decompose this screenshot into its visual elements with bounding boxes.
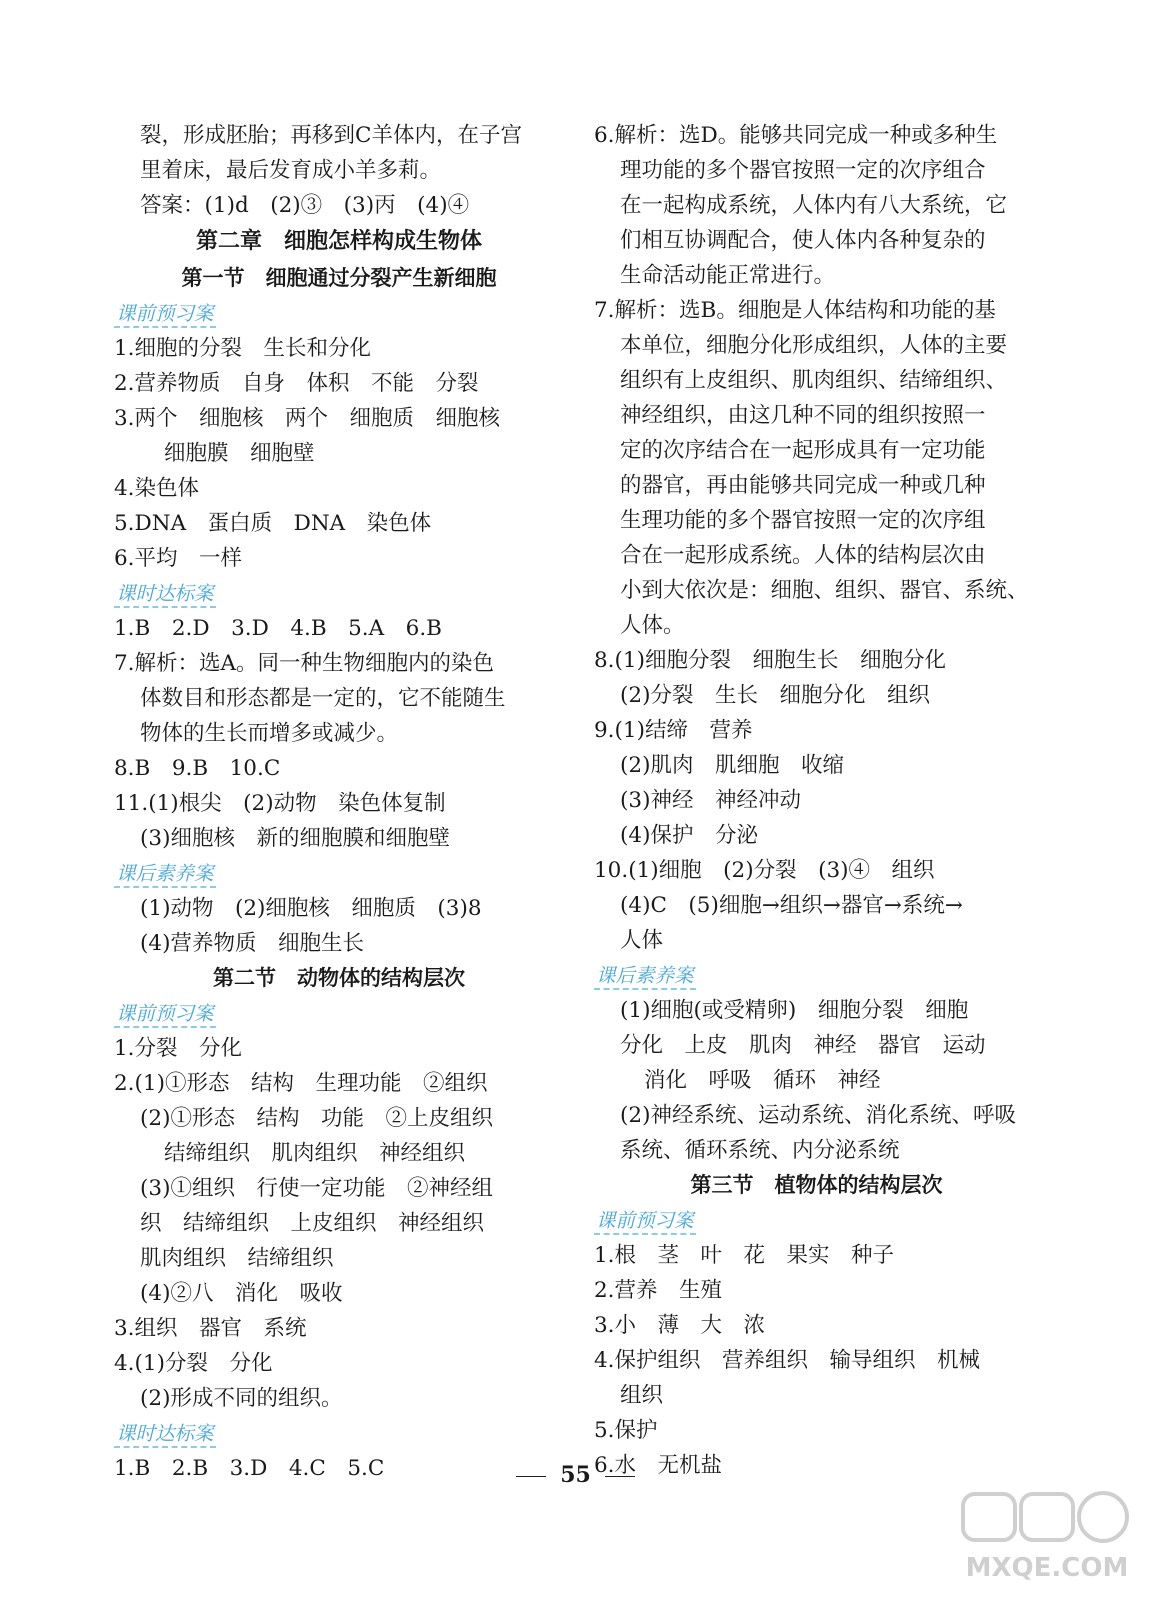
text-line: (2)神经系统、运动系统、消化系统、呼吸 bbox=[620, 1103, 1016, 1128]
text-line: (1)动物 (2)细胞核 细胞质 (3)8 bbox=[140, 896, 482, 921]
text-line: 1.B 2.D 3.D 4.B 5.A 6.B bbox=[114, 616, 442, 641]
text-line: (2)肌肉 肌细胞 收缩 bbox=[620, 753, 844, 778]
text-line: (3)细胞核 新的细胞膜和细胞壁 bbox=[140, 826, 450, 851]
watermark-text: MXQE.COM bbox=[965, 1553, 1129, 1583]
text-line: 3.小 薄 大 浓 bbox=[594, 1313, 766, 1338]
text-line: 8.B 9.B 10.C bbox=[114, 756, 281, 781]
text-line: 系统、循环系统、内分泌系统 bbox=[620, 1138, 900, 1163]
section-title: 第一节 细胞通过分裂产生新细胞 bbox=[181, 266, 497, 290]
watermark-logo bbox=[955, 1488, 1140, 1588]
text-line: 生理功能的多个器官按照一定的次序组 bbox=[620, 508, 986, 533]
text-line: 9.(1)结缔 营养 bbox=[594, 718, 753, 743]
text-line: 体数目和形态都是一定的，它不能随生 bbox=[140, 686, 506, 711]
text-line: 1.根 茎 叶 花 果实 种子 bbox=[594, 1243, 895, 1268]
text-line: 细胞膜 细胞壁 bbox=[164, 441, 315, 466]
text-line: (3)神经 神经冲动 bbox=[620, 788, 801, 813]
text-line: (2)形成不同的组织。 bbox=[140, 1386, 343, 1411]
section-label: 课时达标案 bbox=[114, 576, 564, 611]
text-line: 的器官，再由能够共同完成一种或几种 bbox=[620, 473, 986, 498]
section-label: 课后素养案 bbox=[114, 856, 564, 891]
text-line: 1.分裂 分化 bbox=[114, 1036, 243, 1061]
text-line: 2.营养物质 自身 体积 不能 分裂 bbox=[114, 371, 479, 396]
section-title: 第二节 动物体的结构层次 bbox=[213, 966, 465, 990]
text-line: 5.DNA 蛋白质 DNA 染色体 bbox=[114, 511, 432, 536]
text-line: 组织 bbox=[620, 1383, 664, 1408]
text-line: (4)营养物质 细胞生长 bbox=[140, 931, 364, 956]
text-line: 1.B 2.B 3.D 4.C 5.C bbox=[114, 1456, 385, 1481]
text-line: 3.组织 器官 系统 bbox=[114, 1316, 307, 1341]
text-line: 6.平均 一样 bbox=[114, 546, 243, 571]
text-line: 10.(1)细胞 (2)分裂 (3)④ 组织 bbox=[594, 858, 935, 883]
text-line: 8.(1)细胞分裂 细胞生长 细胞分化 bbox=[594, 648, 946, 673]
text-line: 物体的生长而增多或减少。 bbox=[140, 721, 399, 746]
text-line: 6.解析：选D。能够共同完成一种或多种生 bbox=[594, 123, 998, 148]
text-line: 结缔组织 肌肉组织 神经组织 bbox=[164, 1141, 466, 1166]
text-line: 肌肉组织 结缔组织 bbox=[140, 1246, 334, 1271]
text-line: (1)细胞(或受精卵) 细胞分裂 细胞 bbox=[620, 998, 969, 1023]
text-line: 11.(1)根尖 (2)动物 染色体复制 bbox=[114, 791, 446, 816]
text-line: 4.(1)分裂 分化 bbox=[114, 1351, 273, 1376]
right-column bbox=[594, 118, 1039, 1483]
text-line: 本单位，细胞分化形成组织，人体的主要 bbox=[620, 333, 1008, 358]
text-line: 6.水 无机盐 bbox=[594, 1453, 723, 1478]
text-line: 7.解析：选B。细胞是人体结构和功能的基 bbox=[594, 298, 996, 323]
text-line: 织 结缔组织 上皮组织 神经组织 bbox=[140, 1211, 485, 1236]
text-line: 组织有上皮组织、肌肉组织、结缔组织、 bbox=[620, 368, 1008, 393]
text-line: (2)①形态 结构 功能 ②上皮组织 bbox=[140, 1106, 493, 1131]
text-line: 消化 呼吸 循环 神经 bbox=[644, 1068, 881, 1093]
page-number: 55 bbox=[560, 1462, 591, 1488]
text-line: 4.染色体 bbox=[114, 476, 200, 501]
footer-dash bbox=[516, 1476, 546, 1477]
footer-dash bbox=[605, 1476, 635, 1477]
text-line: 里着床，最后发育成小羊多莉。 bbox=[140, 158, 442, 183]
section-label: 课后素养案 bbox=[594, 958, 1039, 993]
text-line: (3)①组织 行使一定功能 ②神经组 bbox=[140, 1176, 493, 1201]
left-column bbox=[114, 118, 564, 1486]
section-title: 第三节 植物体的结构层次 bbox=[690, 1173, 943, 1197]
text-line: 神经组织，由这几种不同的组织按照一 bbox=[620, 403, 986, 428]
section-label: 课前预习案 bbox=[594, 1203, 1039, 1238]
text-line: (4)保护 分泌 bbox=[620, 823, 758, 848]
text-line: 3.两个 细胞核 两个 细胞质 细胞核 bbox=[114, 406, 501, 431]
text-line: (4)②八 消化 吸收 bbox=[140, 1281, 343, 1306]
text-line: 分化 上皮 肌肉 神经 器官 运动 bbox=[620, 1033, 986, 1058]
text-line: 人体 bbox=[620, 928, 664, 953]
text-line: 生命活动能正常进行。 bbox=[620, 263, 836, 288]
section-label: 课时达标案 bbox=[114, 1416, 564, 1451]
text-line: 2.营养 生殖 bbox=[594, 1278, 723, 1303]
text-line: 们相互协调配合，使人体内各种复杂的 bbox=[620, 228, 986, 253]
text-line: 人体。 bbox=[620, 613, 685, 638]
text-line: 合在一起形成系统。人体的结构层次由 bbox=[620, 543, 986, 568]
chapter-title: 第二章 细胞怎样构成生物体 bbox=[195, 229, 482, 254]
text-line: 7.解析：选A。同一种生物细胞内的染色 bbox=[114, 651, 495, 676]
section-label: 课前预习案 bbox=[114, 296, 564, 331]
text-line: 2.(1)①形态 结构 生理功能 ②组织 bbox=[114, 1071, 488, 1096]
text-line: 1.细胞的分裂 生长和分化 bbox=[114, 336, 372, 361]
text-line: (2)分裂 生长 细胞分化 组织 bbox=[620, 683, 930, 708]
text-line: 小到大依次是：细胞、组织、器官、系统、 bbox=[620, 578, 1029, 603]
text-line: (4)C (5)细胞→组织→器官→系统→ bbox=[620, 893, 963, 918]
text-line: 定的次序结合在一起形成具有一定功能 bbox=[620, 438, 986, 463]
text-line: 理功能的多个器官按照一定的次序组合 bbox=[620, 158, 986, 183]
text-line: 4.保护组织 营养组织 输导组织 机械 bbox=[594, 1348, 981, 1373]
text-line: 裂，形成胚胎；再移到C羊体内，在子宫 bbox=[140, 123, 522, 148]
page-footer bbox=[0, 1462, 1151, 1488]
text-line: 在一起构成系统，人体内有八大系统，它 bbox=[620, 193, 1008, 218]
section-label: 课前预习案 bbox=[114, 996, 564, 1031]
answer-line: 答案：(1)d (2)③ (3)丙 (4)④ bbox=[140, 193, 470, 218]
text-line: 5.保护 bbox=[594, 1418, 658, 1443]
